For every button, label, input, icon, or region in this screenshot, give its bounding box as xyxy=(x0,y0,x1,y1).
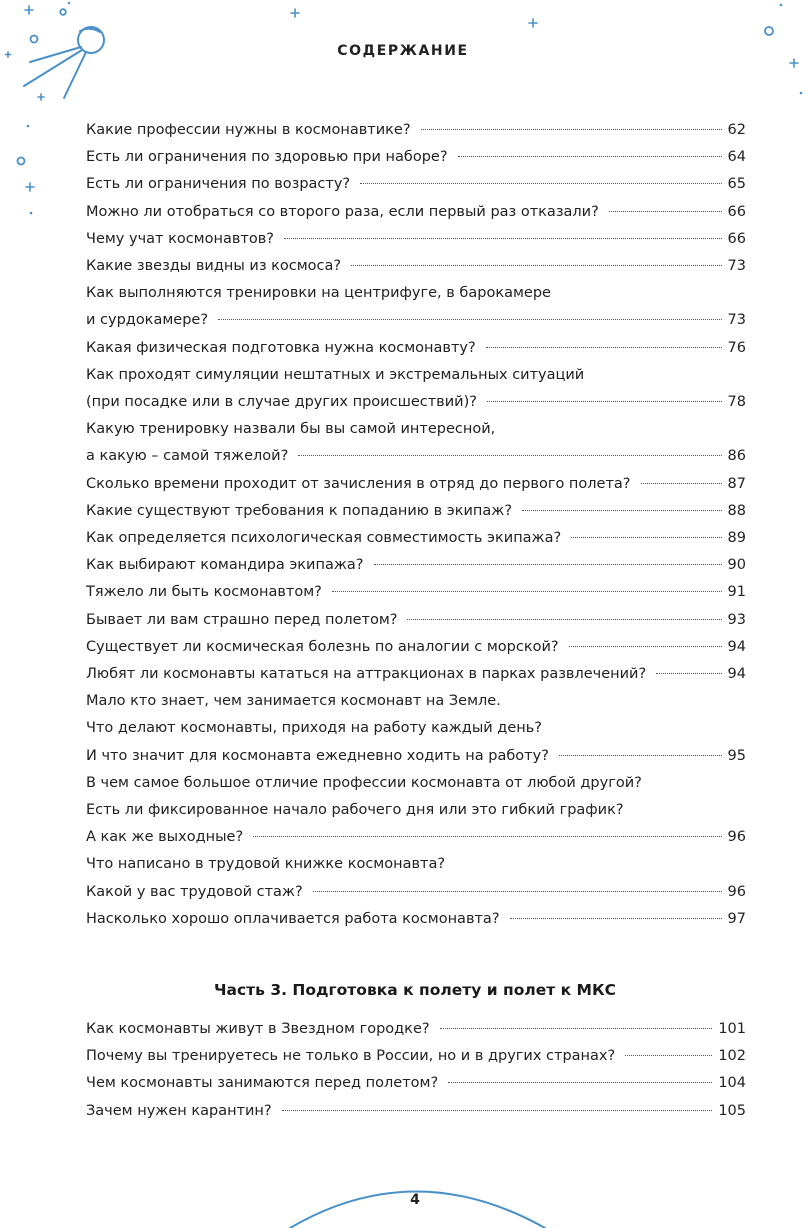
dot-leader xyxy=(421,129,722,130)
dot-leader xyxy=(360,183,721,184)
toc-page-number: 76 xyxy=(727,339,746,356)
dot-leader xyxy=(571,537,721,538)
toc-entry-title-line: Мало кто знает, чем занимается космонавт на Земле. xyxy=(86,693,501,710)
toc-entry-title-line: Есть ли фиксированное начало рабочего дня или это гибкий график? xyxy=(86,802,624,818)
toc-entry[interactable] xyxy=(86,851,746,905)
toc-entry[interactable] xyxy=(86,607,746,634)
toc-page-number: 96 xyxy=(727,829,746,846)
dot-leader xyxy=(641,483,722,484)
toc-entry[interactable] xyxy=(86,1098,746,1125)
toc-page-number: 101 xyxy=(718,1021,746,1037)
toc-entry-title-line: Как выбирают командира экипажа? xyxy=(86,557,364,574)
toc-entry-title-line: Какую тренировку назвали бы вы самой интересной, xyxy=(86,421,496,438)
toc-page-number: 87 xyxy=(727,475,746,492)
toc-page-number: 73 xyxy=(727,312,746,329)
dot-leader xyxy=(440,1028,713,1029)
toc-page-number: 88 xyxy=(727,502,746,519)
toc-page-number: 97 xyxy=(727,910,746,927)
toc-entry[interactable] xyxy=(86,498,746,525)
toc-entry-title-line: Какой у вас трудовой стаж? xyxy=(86,883,303,900)
toc-page-number: 93 xyxy=(727,611,746,628)
toc-entry-title-line: Как выполняются тренировки на центрифуге, в барокамере xyxy=(86,285,551,302)
toc-entry-title-line: Зачем нужен карантин? xyxy=(86,1102,272,1119)
toc-page-number: 96 xyxy=(727,883,746,900)
toc-entry[interactable] xyxy=(86,199,746,226)
section-heading: Часть 3. Подготовка к полету и полет к МКС xyxy=(214,981,616,999)
satellite-icon xyxy=(24,27,104,98)
toc-entry-title-line: (при посадке или в случае других происшествий)? xyxy=(86,394,477,410)
toc-entry[interactable] xyxy=(86,144,746,171)
toc-entry-title-line: Как космонавты живут в Звездном городке? xyxy=(86,1021,430,1037)
toc-entry-title-line: Чему учат космонавтов? xyxy=(86,230,274,247)
dot-leader xyxy=(407,619,721,620)
toc-page-number: 94 xyxy=(727,638,746,655)
toc-entry-title-line: Какие профессии нужны в космонавтике? xyxy=(86,122,411,138)
toc-entry[interactable] xyxy=(86,362,746,416)
toc-entry[interactable] xyxy=(86,226,746,253)
toc-entry[interactable] xyxy=(86,253,746,280)
dot-leader xyxy=(218,319,722,320)
toc-entry[interactable] xyxy=(86,1070,746,1097)
dot-leader xyxy=(559,755,722,756)
dot-leader xyxy=(351,265,721,266)
toc-entry-title-line: Существует ли космическая болезнь по аналогии с морской? xyxy=(86,638,559,655)
toc-entry[interactable] xyxy=(86,117,746,144)
toc-page-number: 66 xyxy=(727,230,746,247)
toc-entry[interactable] xyxy=(86,770,746,852)
toc-entry-title-line: Тяжело ли быть космонавтом? xyxy=(86,584,322,601)
toc-entry[interactable] xyxy=(86,335,746,362)
dot-leader xyxy=(313,891,722,892)
page-title: СОДЕРЖАНИЕ xyxy=(337,43,469,59)
toc-entry-title-line: Какая физическая подготовка нужна космонавту? xyxy=(86,339,476,356)
dot-leader xyxy=(253,836,721,837)
toc-entry[interactable] xyxy=(86,552,746,579)
dot-leader xyxy=(625,1055,712,1056)
dot-leader xyxy=(510,918,722,919)
toc-entry-title-line: Можно ли отобраться со второго раза, если первый раз отказали? xyxy=(86,203,599,220)
toc-page-number: 66 xyxy=(727,203,746,220)
toc-entry-title-line: а какую – самой тяжелой? xyxy=(86,448,289,465)
toc-page-number: 105 xyxy=(718,1102,746,1119)
toc-entry-title-line: И что значит для космонавта ежедневно ходить на работу? xyxy=(86,747,549,764)
dot-leader xyxy=(332,591,722,592)
toc-entry-title-line: Есть ли ограничения по возрасту? xyxy=(86,176,351,193)
toc-entry[interactable] xyxy=(86,280,746,334)
toc-entry[interactable] xyxy=(86,1043,746,1070)
toc-page-number: 95 xyxy=(727,747,746,764)
toc-entry-title-line: Как определяется психологическая совместимость экипажа? xyxy=(86,530,562,546)
dot-leader xyxy=(298,455,721,456)
toc-entry[interactable] xyxy=(86,171,746,198)
toc-entry-title-line: и сурдокамере? xyxy=(86,312,209,329)
toc-entry[interactable] xyxy=(86,634,746,661)
dot-leader xyxy=(569,646,722,647)
toc-entry-title-line: Насколько хорошо оплачивается работа космонавта? xyxy=(86,910,500,927)
toc-entry-title-line: В чем самое большое отличие профессии космонавта от любой другой? xyxy=(86,774,642,791)
dot-leader xyxy=(487,401,722,402)
toc-entry-title-line: Чем космонавты занимаются перед полетом? xyxy=(86,1075,439,1092)
toc-entry[interactable] xyxy=(86,471,746,498)
toc-entry[interactable] xyxy=(86,416,746,470)
toc-entry[interactable] xyxy=(86,688,746,770)
dot-leader xyxy=(609,211,722,212)
toc-entry-title-line: Какие существуют требования к попаданию в экипаж? xyxy=(86,502,513,519)
toc-page-number: 94 xyxy=(727,666,746,682)
toc-entry-title-line: Какие звезды видны из космоса? xyxy=(86,258,342,274)
toc-page-number: 86 xyxy=(727,448,746,465)
dot-leader xyxy=(486,347,722,348)
toc-page-number: 64 xyxy=(727,149,746,166)
toc-entry[interactable] xyxy=(86,906,746,933)
toc-entry-title-line: Бывает ли вам страшно перед полетом? xyxy=(86,611,398,628)
page-number: 4 xyxy=(410,1192,420,1208)
toc-page-number: 102 xyxy=(718,1048,746,1065)
toc-page-number: 78 xyxy=(727,394,746,410)
toc-page-number: 62 xyxy=(727,122,746,138)
toc-page-number: 90 xyxy=(727,557,746,574)
toc-entry[interactable] xyxy=(86,661,746,688)
toc-page-number: 65 xyxy=(727,176,746,193)
toc-entry-title-line: Как проходят симуляции нештатных и экстремальных ситуаций xyxy=(86,366,585,383)
dot-leader xyxy=(374,564,722,565)
dot-leader xyxy=(458,156,722,157)
dot-leader xyxy=(448,1082,712,1083)
toc-entry-title-line: Почему вы тренируетесь не только в России, но и в других странах? xyxy=(86,1048,616,1065)
dot-leader xyxy=(522,510,722,511)
toc-entry[interactable] xyxy=(86,525,746,552)
toc-entry-title-line: Любят ли космонавты кататься на аттракционах в парках развлечений? xyxy=(86,666,647,682)
toc-entry-title-line: Что написано в трудовой книжке космонавта? xyxy=(86,856,446,873)
toc-page-number: 91 xyxy=(727,584,746,601)
toc-entry[interactable] xyxy=(86,579,746,606)
toc-entry-title-line: Сколько времени проходит от зачисления в отряд до первого полета? xyxy=(86,475,631,492)
toc-entry-title-line: А как же выходные? xyxy=(86,829,244,846)
toc-page-number: 89 xyxy=(727,530,746,546)
dot-leader xyxy=(656,673,721,674)
toc-entry-title-line: Что делают космонавты, приходя на работу каждый день? xyxy=(86,720,542,737)
toc-page-number: 104 xyxy=(718,1075,746,1092)
toc-entry[interactable] xyxy=(86,1016,746,1043)
dot-leader xyxy=(284,238,722,239)
toc-page-number: 73 xyxy=(727,258,746,274)
dot-leader xyxy=(282,1110,713,1111)
toc-entry-title-line: Есть ли ограничения по здоровью при наборе? xyxy=(86,149,448,166)
